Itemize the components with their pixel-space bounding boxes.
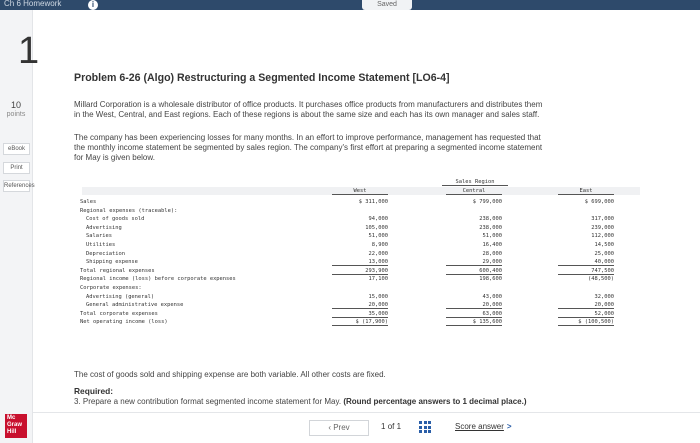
report-row-label: Regional income (loss) before corporate expenses xyxy=(80,276,236,283)
report-cell-east xyxy=(558,207,614,215)
page-indicator xyxy=(381,422,401,431)
report-row-label: Cost of goods sold xyxy=(86,216,145,223)
segmented-income-statement xyxy=(80,178,640,370)
report-cell-west: $ 311,000 xyxy=(358,199,388,205)
report-cell-west: 105,000 xyxy=(365,224,388,231)
chevron-left-icon: ‹ xyxy=(328,423,331,432)
question-sidebar xyxy=(0,10,33,443)
report-row-label: Sales xyxy=(80,199,97,205)
report-row-label: General administrative expense xyxy=(86,302,184,309)
report-cell-central xyxy=(446,284,502,292)
report-cell-east: 14,500 xyxy=(594,242,614,248)
report-cell-east: $ 699,000 xyxy=(584,199,614,205)
prev-button[interactable] xyxy=(309,420,369,436)
mcgraw-hill-logo xyxy=(5,414,27,438)
required-text: 3. Prepare a new contribution format segmented income statement for May. xyxy=(74,397,342,406)
ebook-button[interactable]: eBook xyxy=(3,143,30,155)
column-header-west: West xyxy=(332,187,388,195)
points-label: points xyxy=(6,111,26,118)
context-line-2: the monthly income statement be segmented by sales region. The company's first effort at preparing a segmented income statement xyxy=(74,143,543,152)
column-header-east: East xyxy=(558,187,614,195)
report-cell-central: 16,400 xyxy=(482,242,502,248)
logo-line-1: Mc xyxy=(7,415,16,421)
top-bar xyxy=(0,0,700,10)
report-cell-central: 51,000 xyxy=(482,233,502,240)
report-cell-central: 28,000 xyxy=(482,250,502,257)
report-row-label: Corporate expenses: xyxy=(80,285,142,291)
report-cell-east: $ (100,500) xyxy=(558,318,614,326)
intro-line-1: Millard Corporation is a wholesale distributor of office products. It purchases office products from manufacturers and distributes them xyxy=(74,100,543,109)
intro-line-2: in the West, Central, and East regions. Each of these regions is about the same size and each has its own manager and sales staff. xyxy=(74,110,540,119)
report-row-label: Total regional expenses xyxy=(80,267,155,274)
report-cell-central: $ 799,000 xyxy=(472,199,502,205)
report-cell-east: 32,000 xyxy=(594,293,614,300)
intro-paragraph xyxy=(74,100,674,120)
report-row-label: Regional expenses (traceable): xyxy=(80,207,178,214)
report-row-label: Salaries xyxy=(86,233,112,240)
report-cell-west: 94,000 xyxy=(368,216,388,223)
prev-label: Prev xyxy=(333,423,350,432)
page-total: 1 xyxy=(396,422,402,431)
navigation-footer xyxy=(33,412,700,443)
report-cell-east: (48,500) xyxy=(588,276,614,283)
saved-status: Saved xyxy=(362,0,412,10)
required-label: Required: xyxy=(74,386,114,396)
points-value: 10 xyxy=(10,100,21,110)
report-cell-east: 40,000 xyxy=(558,258,614,266)
report-row-label: Utilities xyxy=(86,242,116,248)
report-cell-east: 112,000 xyxy=(591,233,614,240)
report-row-label: Net operating income (loss) xyxy=(80,319,168,326)
references-button[interactable]: References xyxy=(3,180,30,192)
report-cell-west: 15,000 xyxy=(368,293,388,300)
report-row-label: Advertising xyxy=(86,224,122,231)
report-row-label: Total corporate expenses xyxy=(80,310,158,317)
report-cell-central: 20,000 xyxy=(446,301,502,309)
report-cell-central: 600,400 xyxy=(446,267,502,275)
page-current: 1 xyxy=(381,422,386,431)
cost-behavior-note: The cost of goods sold and shipping expense are both variable. All other costs are fixed. xyxy=(74,370,386,379)
report-cell-east: 20,000 xyxy=(558,301,614,309)
report-cell-central: $ 135,600 xyxy=(446,318,502,326)
context-line-3: for May is given below. xyxy=(74,153,155,162)
info-icon[interactable]: i xyxy=(88,0,98,10)
report-cell-central: 29,000 xyxy=(446,258,502,266)
column-header-central: Central xyxy=(446,187,502,195)
report-cell-central: 63,000 xyxy=(446,310,502,318)
points-info xyxy=(2,101,30,119)
sales-region-header: Sales Region xyxy=(442,178,508,186)
report-cell-east: 747,500 xyxy=(558,267,614,275)
chevron-right-icon: > xyxy=(506,422,512,431)
report-cell-east: 239,000 xyxy=(591,224,614,231)
report-cell-west: 22,000 xyxy=(368,250,388,257)
report-cell-west: 13,000 xyxy=(332,258,388,266)
report-cell-central: 43,000 xyxy=(482,293,502,300)
score-answer-button[interactable] xyxy=(455,422,512,431)
print-button[interactable]: Print xyxy=(3,162,30,174)
page-of: of xyxy=(387,422,395,431)
report-cell-east: 317,000 xyxy=(591,216,614,223)
report-cell-west: 20,000 xyxy=(332,301,388,309)
question-grid-icon[interactable] xyxy=(419,421,431,433)
required-instruction xyxy=(74,397,527,406)
report-row-label: Advertising (general) xyxy=(86,293,155,300)
report-cell-central: 238,000 xyxy=(479,216,502,223)
problem-title: Problem 6-26 (Algo) Restructuring a Segmented Income Statement [LO6-4] xyxy=(74,72,450,84)
report-row-label: Depreciation xyxy=(86,250,125,257)
rounding-note: (Round percentage answers to 1 decimal place.) xyxy=(343,397,527,406)
report-cell-west: 8,900 xyxy=(371,242,388,248)
report-cell-central xyxy=(446,207,502,215)
context-paragraph xyxy=(74,133,674,163)
report-cell-west: $ (17,900) xyxy=(332,318,388,326)
report-row-label: Shipping expense xyxy=(86,259,138,266)
report-cell-west: 51,000 xyxy=(368,233,388,240)
question-number: 1 xyxy=(18,30,40,72)
report-cell-west xyxy=(332,284,388,292)
logo-line-2: Graw xyxy=(7,422,23,428)
logo-line-3: Hill xyxy=(7,429,17,435)
score-answer-label: Score answer xyxy=(455,422,504,431)
report-cell-central: 238,000 xyxy=(479,224,502,231)
report-cell-east xyxy=(558,284,614,292)
report-cell-east: 25,000 xyxy=(594,250,614,257)
context-line-1: The company has been experiencing losses for many months. In an effort to improve performance, management has requested that xyxy=(74,133,541,142)
report-cell-west: 293,900 xyxy=(332,267,388,275)
report-cell-west xyxy=(332,207,388,215)
report-cell-west: 17,100 xyxy=(368,276,388,283)
report-cell-east: 52,000 xyxy=(558,310,614,318)
homework-title: Ch 6 Homework xyxy=(4,0,62,8)
report-cell-west: 35,000 xyxy=(332,310,388,318)
report-cell-central: 198,600 xyxy=(479,276,502,283)
